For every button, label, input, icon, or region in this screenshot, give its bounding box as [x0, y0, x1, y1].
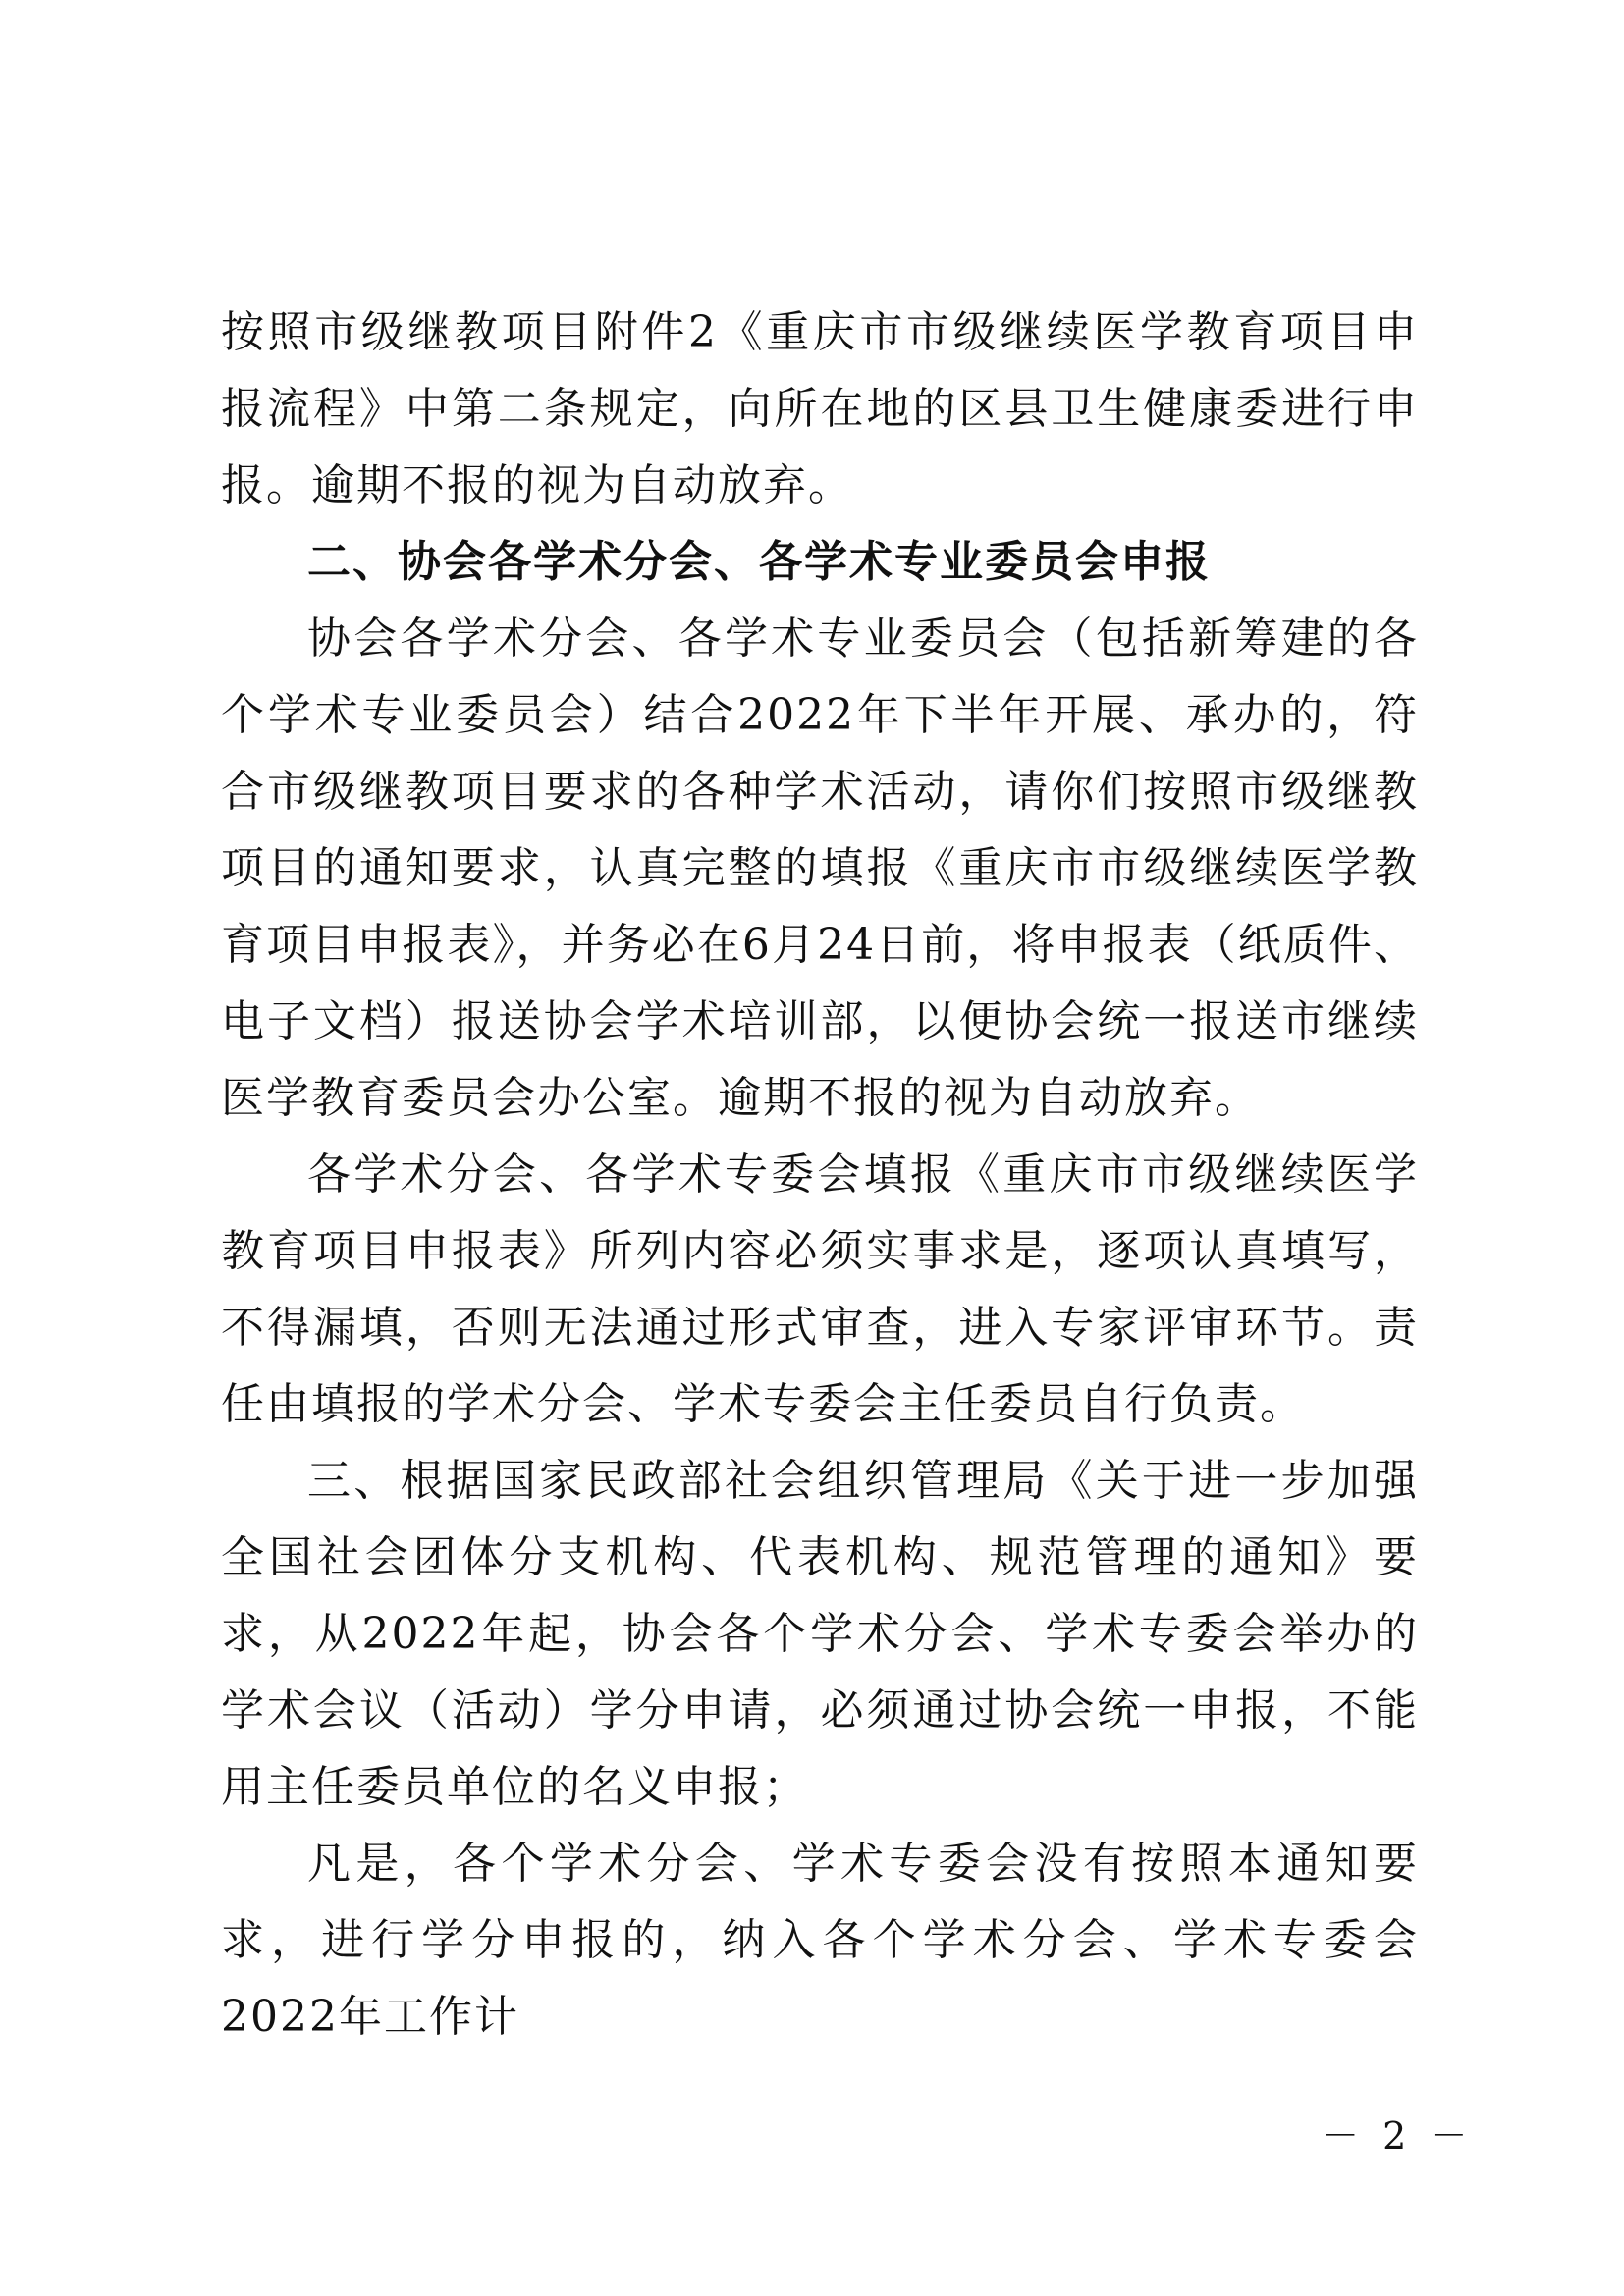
paragraph-application-procedure: 按照市级继教项目附件2《重庆市市级继续医学教育项目申报流程》中第二条规定，向所在地的区县卫生健康委进行申报。逾期不报的视为自动放弃。: [221, 307, 1419, 510]
document-body: [221, 294, 1419, 2056]
paragraph-section-three: 三、根据国家民政部社会组织管理局《关于进一步加强全国社会团体分支机构、代表机构、规范管理的通知》要求，从2022年起，协会各个学术分会、学术专委会举办的学术会议（活动）学分申请，必须通过协会统一申报，不能用主任委员单位的名义申报；: [221, 1456, 1419, 1812]
paragraph-branch-submission: 协会各学术分会、各学术专业委员会（包括新筹建的各个学术专业委员会）结合2022年下半年开展、承办的，符合市级继教项目要求的各种学术活动，请你们按照市级继教项目的通知要求，认真完整的填报《重庆市市级继续医学教育项目申报表》，并务必在6月24日前，将申报表（纸质件、电子文档）报送协会学术培训部，以便协会统一报送市继续医学教育委员会办公室。逾期不报的视为自动放弃。: [221, 614, 1419, 1123]
page-number: － 2 －: [1322, 2114, 1474, 2158]
section-heading-two: 二、协会各学术分会、各学术专业委员会申报: [307, 537, 1211, 587]
paragraph-noncompliance: 凡是，各个学术分会、学术专委会没有按照本通知要求，进行学分申报的，纳入各个学术分会、学术专委会2022年工作计: [221, 1839, 1419, 2042]
paragraph-form-requirements: 各学术分会、各学术专委会填报《重庆市市级继续医学教育项目申报表》所列内容必须实事求是，逐项认真填写，不得漏填，否则无法通过形式审查，进入专家评审环节。责任由填报的学术分会、学术专委会主任委员自行负责。: [221, 1149, 1419, 1429]
